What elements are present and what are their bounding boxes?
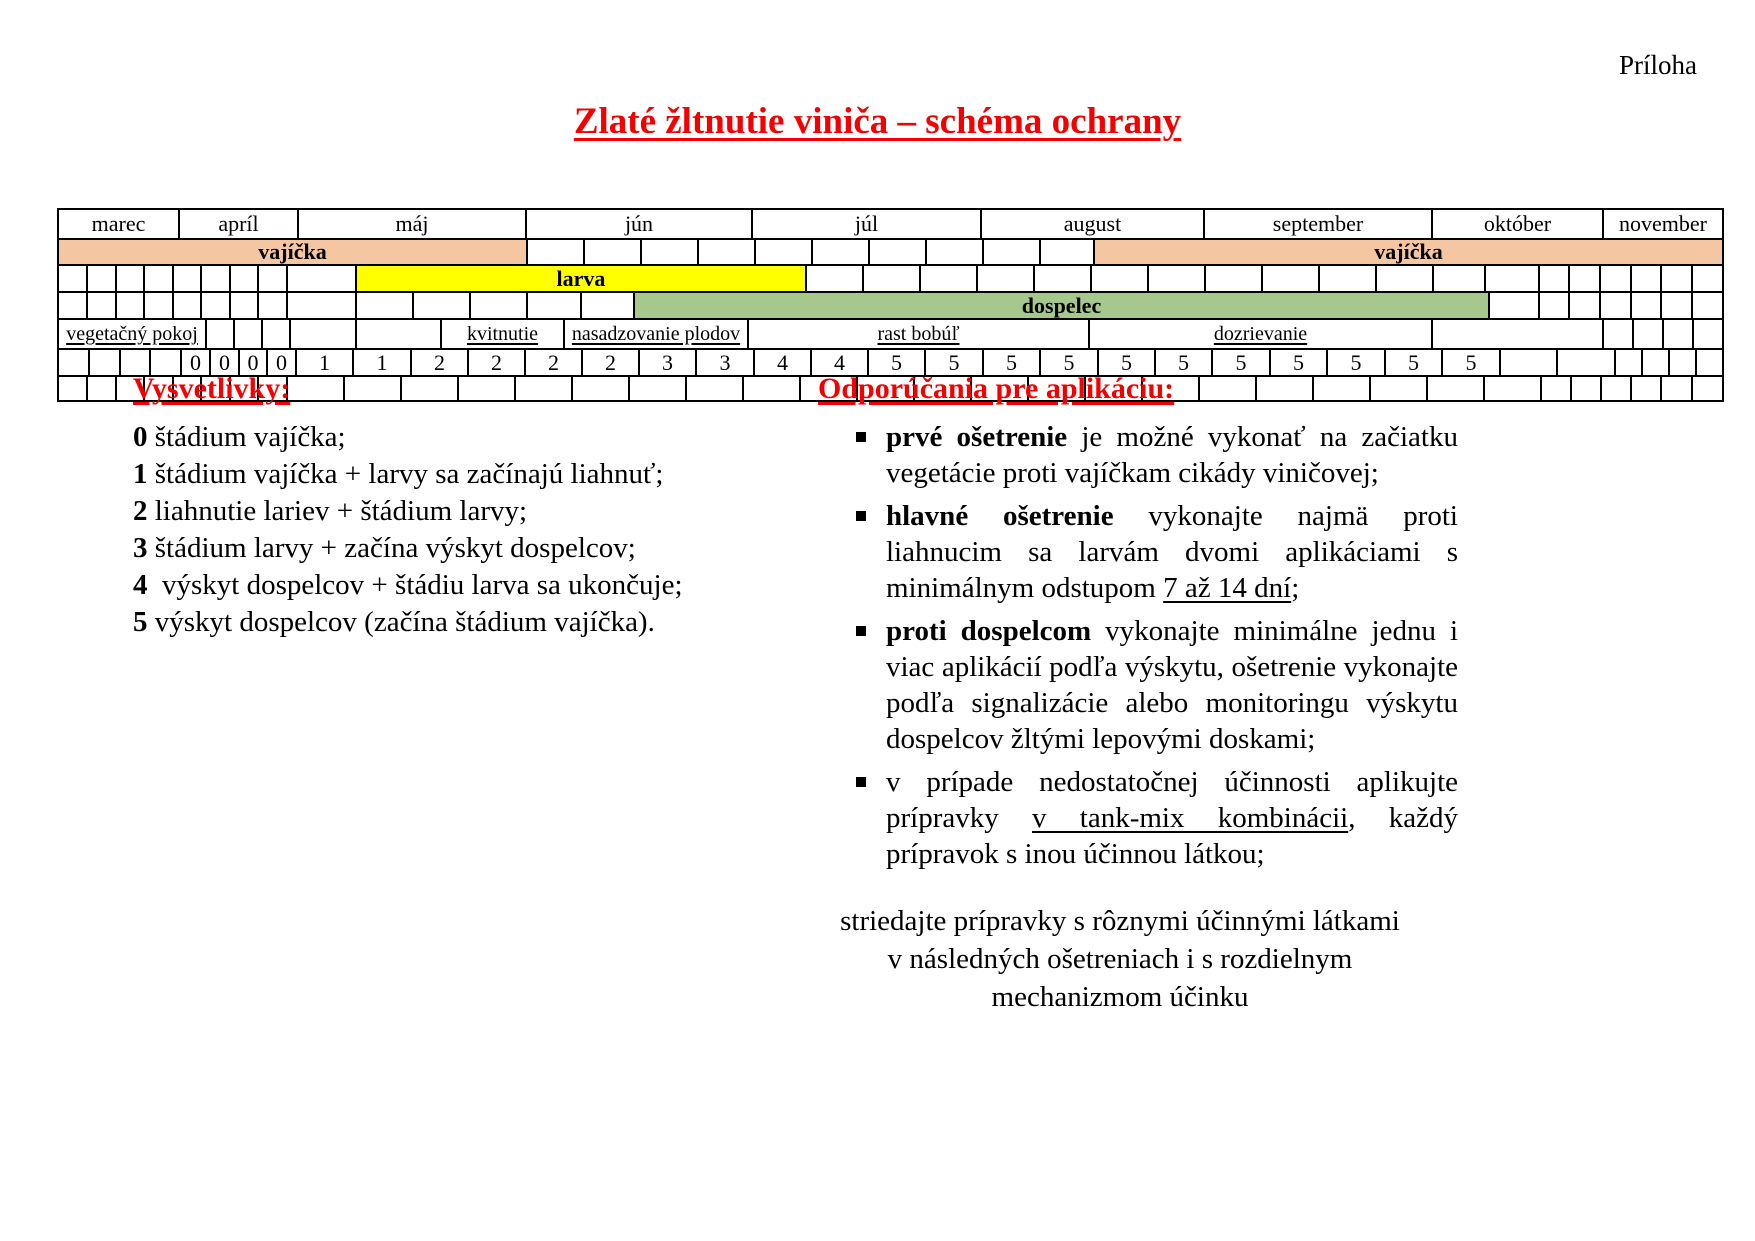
larva-row-cell	[1033, 264, 1092, 293]
egg-row-cell	[925, 238, 984, 266]
adult-row-cell	[1630, 291, 1662, 320]
adult-row-cell	[143, 291, 174, 320]
index-cell-5: 5	[867, 348, 926, 377]
egg-row-cell	[640, 238, 699, 266]
adult-row-cell	[286, 291, 357, 320]
recommendation-item-text	[886, 498, 1458, 606]
larva-row-cell	[1660, 264, 1693, 293]
adult-row-cell	[412, 291, 471, 320]
index-cell-1: 1	[352, 348, 412, 377]
adult-row-cell	[1599, 291, 1632, 320]
text-segment: , každý prípravok s inou účinnou látkou;	[886, 802, 1458, 870]
adult-row-cell	[86, 291, 117, 320]
legend-item-1	[133, 456, 773, 493]
phenophase-cell-vegetacny-pokoj: vegetačný pokoj	[57, 318, 207, 350]
egg-row-cell	[697, 238, 756, 266]
adult-row-cell	[469, 291, 528, 320]
egg-row-cell	[526, 238, 585, 266]
adult-row-cell	[57, 291, 88, 320]
larva-row-cell	[919, 264, 978, 293]
empty-row-cell	[1570, 375, 1602, 402]
larva-row-cell	[1432, 264, 1486, 293]
phenophase-cell	[205, 318, 235, 350]
egg-row-cell	[868, 238, 927, 266]
index-cell-5: 5	[1326, 348, 1386, 377]
phenophase-cell-rast-bobul: rast bobúľ	[747, 318, 1090, 350]
empty-row-cell	[86, 375, 117, 402]
phenophase-cell	[355, 318, 442, 350]
index-cell	[1614, 348, 1643, 377]
index-cell-5: 5	[1269, 348, 1328, 377]
adult-row-cell	[257, 291, 288, 320]
phenophase-cell-dozrievanie: dozrievanie	[1088, 318, 1433, 350]
index-cell	[1556, 348, 1616, 377]
phenophase-cell	[1692, 318, 1724, 350]
text-segment: v prípade nedostatočnej účinnosti aplikujte prípravky	[886, 766, 1458, 834]
index-cell-0: 0	[180, 348, 211, 377]
month-cell-jul: júl	[751, 208, 982, 240]
text-segment: proti dospelcom	[886, 615, 1092, 647]
larva-row-cell	[1261, 264, 1320, 293]
larva-row-cell	[86, 264, 117, 293]
empty-row-cell	[1691, 375, 1724, 402]
legend-item-text: štádium vajíčka + larvy sa začínajú liahnuť;	[147, 458, 664, 490]
rotation-note-line: v následných ošetreniach i s rozdielnym	[887, 943, 1353, 975]
adult-row-cell	[229, 291, 259, 320]
larva-row-cell	[1318, 264, 1377, 293]
legend-item-number: 4	[133, 569, 148, 601]
larva-row-cell	[976, 264, 1035, 293]
index-cell	[1641, 348, 1670, 377]
egg-row-cell-vajicka: vajíčka	[57, 238, 528, 266]
larva-row-cell	[1630, 264, 1662, 293]
month-cell-marec: marec	[57, 208, 180, 240]
phenophase-cell	[1431, 318, 1604, 350]
egg-row-cell	[982, 238, 1041, 266]
phenophase-cell-nasadzovanie-plodov: nasadzovanie plodov	[563, 318, 749, 350]
index-cell-5: 5	[1384, 348, 1443, 377]
page-annotation: Príloha	[1619, 50, 1697, 80]
adult-row-cell	[200, 291, 231, 320]
legend-item-text: liahnutie lariev + štádium larvy;	[147, 495, 528, 527]
rotation-note-line: striedajte prípravky s rôznymi účinnými látkami	[840, 905, 1400, 937]
phenophase-cell	[261, 318, 291, 350]
larva-row-cell	[862, 264, 921, 293]
egg-row-cell	[754, 238, 813, 266]
legend-item-number: 0	[133, 421, 148, 453]
recommendation-item-text	[886, 613, 1458, 757]
recommendation-item	[856, 419, 1458, 491]
phenophase-cell-kvitnutie: kvitnutie	[440, 318, 565, 350]
recommendation-item-text	[886, 764, 1458, 872]
adult-row-cell	[1488, 291, 1540, 320]
legend-item-5	[133, 604, 773, 641]
phenophase-cell	[1602, 318, 1634, 350]
larva-row-cell	[1375, 264, 1434, 293]
index-cell-2: 2	[524, 348, 583, 377]
index-cell	[88, 348, 121, 377]
recommendation-item	[856, 764, 1458, 872]
rotation-note	[780, 902, 1460, 1016]
larva-row-cell	[805, 264, 864, 293]
egg-row-cell	[583, 238, 642, 266]
index-cell-4: 4	[810, 348, 869, 377]
adult-row-cell	[1568, 291, 1601, 320]
month-cell-oktober: október	[1431, 208, 1604, 240]
larva-row-cell	[57, 264, 88, 293]
index-cell-2: 2	[581, 348, 640, 377]
legend-items	[133, 419, 773, 641]
recommendations-heading: Odporúčania pre aplikáciu:	[818, 372, 1175, 405]
bullet-square-icon	[856, 626, 866, 636]
legend-item-text: výskyt dospelcov (začína štádium vajíčka).	[147, 606, 655, 638]
index-cell	[1499, 348, 1558, 377]
larva-row-cell	[229, 264, 259, 293]
bullet-square-icon	[856, 777, 866, 787]
index-cell-5: 5	[1441, 348, 1501, 377]
legend-item-0	[133, 419, 773, 456]
empty-row-cell	[1600, 375, 1632, 402]
larva-row-cell	[1204, 264, 1263, 293]
recommendation-item-text	[886, 419, 1458, 491]
index-cell-4: 4	[753, 348, 812, 377]
text-segment: vykonajte najmä proti liahnucim sa larvám dvomi aplikáciami s minimálnym odstupom	[886, 500, 1458, 604]
larva-row-cell	[286, 264, 357, 293]
larva-row-cell	[115, 264, 145, 293]
legend-item-text: štádium vajíčka;	[147, 421, 346, 453]
legend-item-2	[133, 493, 773, 530]
legend-item-number: 2	[133, 495, 148, 527]
adult-row-cell	[580, 291, 635, 320]
adult-row-cell	[526, 291, 582, 320]
index-cell-5: 5	[982, 348, 1041, 377]
month-cell-april: apríl	[178, 208, 299, 240]
recommendation-item	[856, 613, 1458, 757]
legend-item-number: 1	[133, 458, 148, 490]
legend-item-3	[133, 530, 773, 567]
index-cell-0: 0	[209, 348, 240, 377]
recommendation-item	[856, 498, 1458, 606]
recommendations-block	[818, 372, 1458, 879]
index-cell-0: 0	[266, 348, 297, 377]
empty-row-cell	[1540, 375, 1572, 402]
larva-row-cell-larva: larva	[355, 264, 807, 293]
month-cell-jun: jún	[525, 208, 753, 240]
bullet-square-icon	[856, 511, 866, 521]
month-cell-maj: máj	[297, 208, 527, 240]
legend-item-number: 5	[133, 606, 148, 638]
egg-row-cell	[1039, 238, 1095, 266]
text-segment: 7 až 14 dní	[1163, 572, 1292, 604]
adult-row-cell-dospelec: dospelec	[633, 291, 1490, 320]
larva-row-cell	[1599, 264, 1632, 293]
egg-row-cell-vajicka: vajíčka	[1093, 238, 1724, 266]
adult-row-cell	[172, 291, 202, 320]
index-cell-0: 0	[238, 348, 268, 377]
index-cell-5: 5	[924, 348, 984, 377]
phenophase-cell	[289, 318, 357, 350]
empty-row-cell	[1660, 375, 1693, 402]
bullet-square-icon	[856, 432, 866, 442]
larva-row-cell	[1691, 264, 1724, 293]
text-segment: je možné vykonať na začiatku vegetácie proti vajíčkam cikády viničovej;	[886, 421, 1458, 489]
adult-row-cell	[115, 291, 145, 320]
empty-row-cell	[1630, 375, 1662, 402]
index-cell	[57, 348, 90, 377]
month-cell-november: november	[1602, 208, 1724, 240]
adult-row-cell	[1538, 291, 1570, 320]
index-cell-1: 1	[295, 348, 354, 377]
text-segment: v tank-mix kombinácii	[1032, 802, 1349, 834]
larva-row-cell	[1568, 264, 1601, 293]
larva-row-cell	[143, 264, 174, 293]
index-cell-2: 2	[467, 348, 526, 377]
rotation-note-line: mechanizmom účinku	[991, 981, 1249, 1013]
page-title: Zlaté žltnutie viniča – schéma ochrany	[573, 101, 1182, 142]
text-segment: hlavné ošetrenie	[886, 500, 1114, 532]
adult-row-cell	[1691, 291, 1724, 320]
index-cell-2: 2	[410, 348, 469, 377]
recommendation-items	[818, 419, 1458, 872]
legend-heading: Vysvetlivky:	[133, 372, 291, 405]
larva-row-cell	[1484, 264, 1540, 293]
legend-item-text: výskyt dospelcov + štádiu larva sa ukončuje;	[147, 569, 683, 601]
month-cell-september: september	[1203, 208, 1433, 240]
index-cell-3: 3	[695, 348, 755, 377]
larva-row-cell	[172, 264, 202, 293]
adult-row-cell	[355, 291, 414, 320]
index-cell-5: 5	[1097, 348, 1156, 377]
larva-row-cell	[1147, 264, 1206, 293]
phenophase-cell	[233, 318, 263, 350]
phenophase-cell	[1662, 318, 1694, 350]
text-segment: prvé ošetrenie	[886, 421, 1068, 453]
index-cell-5: 5	[1154, 348, 1213, 377]
larva-row-cell	[200, 264, 231, 293]
month-cell-august: august	[980, 208, 1205, 240]
index-cell-5: 5	[1211, 348, 1271, 377]
legend-block	[133, 372, 773, 641]
legend-item-number: 3	[133, 532, 148, 564]
phenophase-cell	[1632, 318, 1664, 350]
larva-row-cell	[257, 264, 288, 293]
text-segment: ;	[1291, 572, 1300, 604]
text-segment: vykonajte minimálne jednu i viac aplikácií podľa výskytu, ošetrenie vykonajte podľa signalizácie alebo monitoringu výskytu dospelcov žltými lepovými doskami;	[886, 615, 1458, 755]
legend-item-text: štádium larvy + začína výskyt dospelcov;	[147, 532, 636, 564]
empty-row-cell	[57, 375, 88, 402]
adult-row-cell	[1660, 291, 1693, 320]
index-cell	[1668, 348, 1697, 377]
larva-row-cell	[1538, 264, 1570, 293]
legend-item-4	[133, 567, 773, 604]
index-cell-5: 5	[1039, 348, 1099, 377]
larva-row-cell	[1090, 264, 1149, 293]
index-cell-3: 3	[638, 348, 697, 377]
empty-row-cell	[1483, 375, 1542, 402]
egg-row-cell	[811, 238, 870, 266]
index-cell	[1695, 348, 1724, 377]
